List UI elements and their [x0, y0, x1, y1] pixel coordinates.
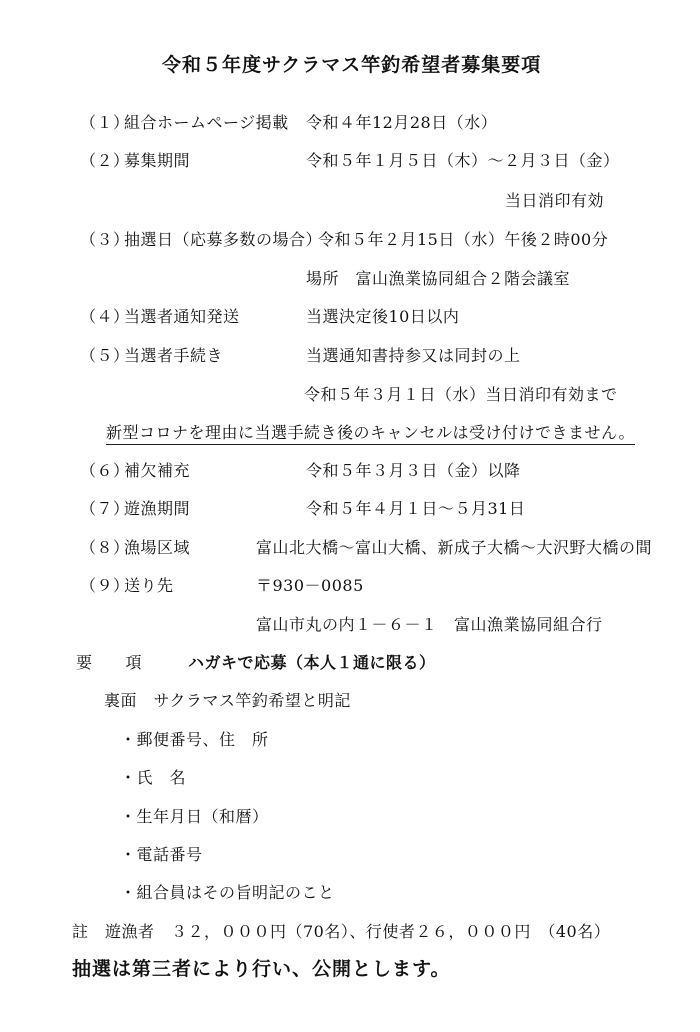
- item-2-num: （２）: [80, 151, 130, 170]
- item-1-value: 令和４年12月28日（水）: [306, 113, 498, 132]
- item-5-value: 当選通知書持参又は同封の上: [306, 346, 521, 365]
- item-3-note: 場所 富山漁業協同組合２階会議室: [306, 269, 571, 288]
- item-9-value: 〒930－0085: [256, 576, 364, 595]
- requirements-label: 要 項: [76, 653, 143, 672]
- item-7-num: （７）: [80, 499, 130, 518]
- item-3-label: 抽選日（応募多数の場合）: [124, 230, 323, 249]
- requirements-back-label: 裏面 サクラマス竿釣希望と明記: [104, 691, 351, 710]
- item-2-note: 当日消印有効: [505, 191, 605, 210]
- item-4-num: （４）: [80, 307, 130, 326]
- requirement-bullet: ・氏 名: [120, 768, 187, 787]
- corona-notice-text: 新型コロナを理由に当選手続き後のキャンセルは受け付けできません。: [106, 423, 635, 445]
- fee-note: 註 遊漁者 ３２，０００円（70名）、行使者２６，０００円 （40名）: [72, 922, 611, 941]
- item-6-label: 補欠補充: [124, 461, 191, 480]
- closing-statement: 抽選は第三者により行い、公開とします。: [72, 958, 451, 980]
- item-2-value: 令和５年１月５日（木）～２月３日（金）: [306, 151, 620, 170]
- item-4-label: 当選者通知発送: [124, 307, 240, 326]
- item-7-value: 令和５年４月１日～５月31日: [306, 499, 526, 518]
- item-8-num: （８）: [80, 538, 130, 557]
- item-9-num: （９）: [80, 576, 130, 595]
- item-5-label: 当選者手続き: [124, 346, 224, 365]
- item-1-label: 組合ホームページ掲載: [124, 113, 289, 132]
- item-9-label: 送り先: [124, 576, 174, 595]
- requirement-bullet: ・郵便番号、住 所: [120, 730, 269, 749]
- item-8-label: 漁場区域: [124, 538, 191, 557]
- item-5-num: （５）: [80, 346, 130, 365]
- item-1-num: （１）: [80, 113, 130, 132]
- item-2-label: 募集期間: [124, 151, 191, 170]
- item-8-value: 富山北大橋～富山大橋、新成子大橋～大沢野大橋の間: [256, 538, 653, 557]
- item-9-note: 富山市丸の内１－６－１ 富山漁業協同組合行: [256, 615, 603, 634]
- item-3-num: （３）: [80, 230, 130, 249]
- requirement-bullet: ・組合員はその旨明記のこと: [120, 883, 335, 902]
- item-7-label: 遊漁期間: [124, 499, 191, 518]
- corona-notice: [106, 422, 635, 444]
- document-title: 令和５年度サクラマス竿釣希望者募集要項: [162, 54, 542, 76]
- item-4-value: 当選決定後10日以内: [306, 307, 460, 326]
- item-5-note: 令和５年３月１日（水）当日消印有効まで: [304, 385, 618, 404]
- requirement-bullet: ・電話番号: [120, 845, 203, 864]
- item-6-value: 令和５年３月３日（金）以降: [306, 461, 521, 480]
- item-6-num: （６）: [80, 461, 130, 480]
- requirement-bullet: ・生年月日（和暦）: [120, 807, 269, 826]
- requirements-value: ハガキで応募（本人１通に限る）: [188, 653, 436, 672]
- item-3-value: 令和５年２月15日（水）午後２時00分: [318, 230, 609, 249]
